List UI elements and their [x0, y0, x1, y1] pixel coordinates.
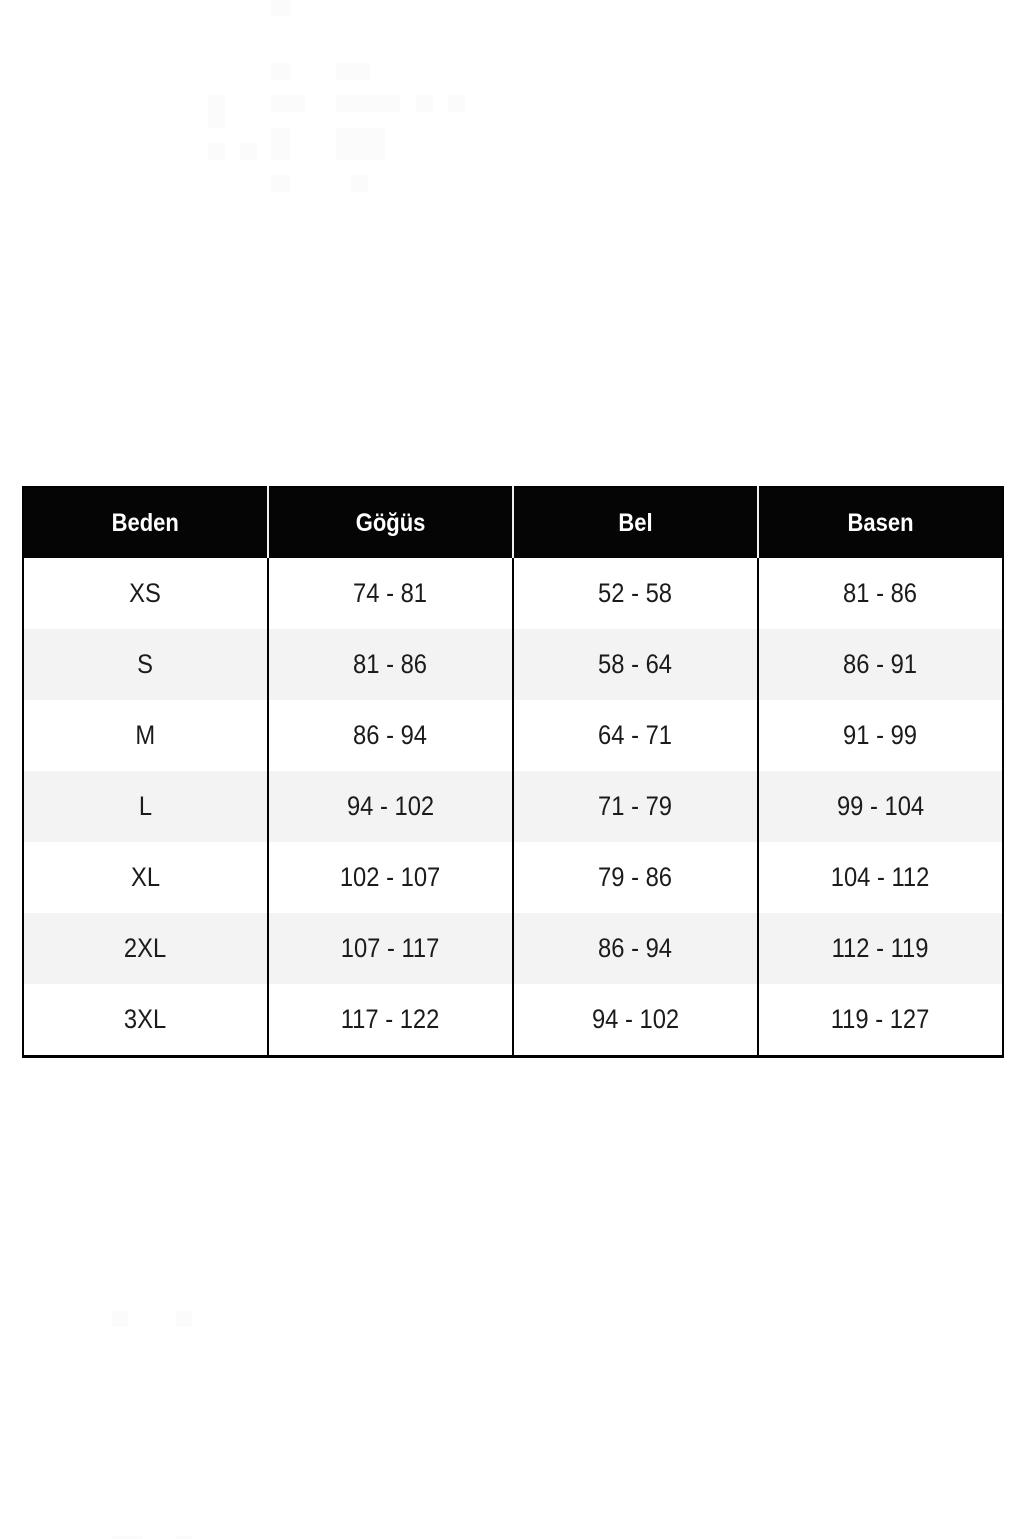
- cell-value: 104 - 112: [831, 862, 930, 892]
- measurement-cell: [513, 771, 758, 842]
- measurement-cell: [268, 771, 513, 842]
- cell-value: 119 - 127: [831, 1004, 930, 1034]
- measurement-cell: [268, 913, 513, 984]
- measurement-cell: [268, 842, 513, 913]
- cell-value: 91 - 99: [843, 720, 918, 750]
- table-row: [23, 558, 1003, 629]
- table-row: [23, 842, 1003, 913]
- size-chart-table: [22, 486, 1004, 1058]
- cell-value: 86 - 94: [598, 933, 673, 963]
- column-header-label: Göğüs: [355, 508, 426, 537]
- measurement-cell: [268, 629, 513, 700]
- size-cell: [23, 629, 268, 700]
- watermark-ghost: [416, 95, 433, 112]
- cell-value: L: [138, 791, 153, 821]
- column-header-1: [268, 487, 513, 558]
- cell-value: 3XL: [124, 1004, 167, 1034]
- cell-value: 86 - 94: [353, 720, 428, 750]
- watermark-ghost: [271, 128, 290, 160]
- column-header-0: [23, 487, 268, 558]
- size-cell: [23, 984, 268, 1057]
- column-header-3: [758, 487, 1003, 558]
- cell-value: 112 - 119: [832, 933, 929, 963]
- cell-value: 81 - 86: [843, 578, 918, 608]
- cell-value: 81 - 86: [353, 649, 428, 679]
- watermark-ghost: [271, 0, 291, 16]
- size-chart-header: [23, 487, 1003, 558]
- measurement-cell: [513, 700, 758, 771]
- cell-value: 58 - 64: [598, 649, 673, 679]
- table-row: [23, 629, 1003, 700]
- watermark-ghost: [336, 63, 370, 80]
- measurement-cell: [758, 558, 1003, 629]
- header-row: [23, 487, 1003, 558]
- watermark-ghost: [336, 95, 400, 112]
- cell-value: 52 - 58: [598, 578, 673, 608]
- cell-value: 64 - 71: [598, 720, 673, 750]
- size-cell: [23, 558, 268, 629]
- watermark-ghost: [336, 128, 385, 160]
- measurement-cell: [268, 700, 513, 771]
- watermark-ghost: [351, 175, 368, 192]
- size-cell: [23, 771, 268, 842]
- table-row: [23, 913, 1003, 984]
- cell-value: 94 - 102: [591, 1004, 680, 1034]
- cell-value: 86 - 91: [843, 649, 918, 679]
- watermark-ghost: [271, 63, 291, 80]
- watermark-ghost: [271, 175, 290, 192]
- cell-value: 74 - 81: [353, 578, 428, 608]
- cell-value: 71 - 79: [598, 791, 673, 821]
- measurement-cell: [513, 913, 758, 984]
- size-cell: [23, 913, 268, 984]
- measurement-cell: [758, 913, 1003, 984]
- measurement-cell: [513, 984, 758, 1057]
- column-header-label: Basen: [847, 508, 914, 537]
- cell-value: S: [137, 649, 154, 679]
- watermark-ghost: [112, 1311, 128, 1327]
- measurement-cell: [268, 558, 513, 629]
- column-header-label: Beden: [111, 508, 180, 537]
- measurement-cell: [513, 558, 758, 629]
- watermark-ghost: [240, 143, 257, 160]
- table-row: [23, 771, 1003, 842]
- measurement-cell: [268, 984, 513, 1057]
- cell-value: 94 - 102: [346, 791, 435, 821]
- size-cell: [23, 700, 268, 771]
- cell-value: XL: [130, 862, 161, 892]
- watermark-ghost: [208, 143, 225, 160]
- watermark-ghost: [208, 95, 225, 128]
- measurement-cell: [758, 629, 1003, 700]
- column-header-label: Bel: [618, 508, 653, 537]
- measurement-cell: [758, 984, 1003, 1057]
- table-row: [23, 700, 1003, 771]
- cell-value: 79 - 86: [598, 862, 673, 892]
- cell-value: 102 - 107: [340, 862, 441, 892]
- cell-value: 117 - 122: [341, 1004, 440, 1034]
- watermark-ghost: [448, 95, 465, 112]
- table-row: [23, 984, 1003, 1057]
- measurement-cell: [513, 629, 758, 700]
- cell-value: 99 - 104: [836, 791, 925, 821]
- cell-value: 2XL: [124, 933, 167, 963]
- size-chart-body: [23, 558, 1003, 1057]
- cell-value: 107 - 117: [341, 933, 440, 963]
- column-header-2: [513, 487, 758, 558]
- measurement-cell: [758, 700, 1003, 771]
- measurement-cell: [758, 842, 1003, 913]
- watermark-ghost: [176, 1311, 192, 1327]
- cell-value: M: [135, 720, 156, 750]
- measurement-cell: [758, 771, 1003, 842]
- size-cell: [23, 842, 268, 913]
- measurement-cell: [513, 842, 758, 913]
- cell-value: XS: [129, 578, 162, 608]
- watermark-ghost: [271, 95, 305, 112]
